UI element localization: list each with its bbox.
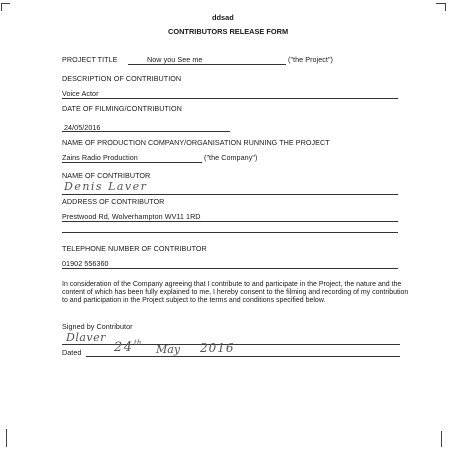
- project-title-value: Now you See me: [147, 55, 203, 64]
- telephone-line: [62, 268, 398, 269]
- address-line-1: [62, 221, 398, 222]
- project-title-suffix: ("the Project"): [288, 55, 333, 64]
- company-value: Zains Radio Production: [62, 153, 138, 162]
- company-label: NAME OF PRODUCTION COMPANY/ORGANISATION RUNNING THE PROJECT: [62, 138, 330, 147]
- filming-date-value: 24/05/2016: [64, 123, 101, 132]
- contributor-name-label: NAME OF CONTRIBUTOR: [62, 171, 151, 180]
- form-title: CONTRIBUTORS RELEASE FORM: [168, 27, 289, 36]
- corner-mark-top-left: [1, 3, 10, 4]
- description-line: [62, 98, 398, 99]
- project-title-line: [128, 64, 286, 65]
- contributor-name-value: Denis Laver: [64, 180, 148, 193]
- signature-label: Signed by Contributor: [62, 322, 133, 331]
- address-label: ADDRESS OF CONTRIBUTOR: [62, 197, 165, 206]
- dated-line: [86, 356, 400, 357]
- org-name: ddsad: [212, 13, 234, 22]
- company-line: [62, 162, 202, 163]
- filming-date-line: [62, 131, 230, 132]
- filming-date-label: DATE OF FILMING/CONTRIBUTION: [62, 104, 182, 113]
- dated-ordinal: th: [134, 339, 142, 347]
- dated-month: May: [156, 343, 181, 356]
- corner-mark-top-left-vertical: [1, 3, 2, 11]
- address-value: Prestwood Rd, Wolverhampton WV11 1RD: [62, 212, 201, 221]
- corner-mark-bottom-right: [441, 431, 442, 447]
- address-line-2: [62, 232, 398, 233]
- corner-mark-bottom-left: [6, 429, 7, 447]
- dated-day: 24: [114, 340, 134, 355]
- description-value: Voice Actor: [62, 89, 99, 98]
- consent-paragraph: In consideration of the Company agreeing that I contribute to and participate in the Project, the nature and the content of which has been fully explained to me, I hereby consent to the filming and recording of my contribution to and participation in the Project subject to the terms and conditions specified below.: [62, 281, 409, 305]
- telephone-value: 01902 556360: [62, 259, 109, 268]
- dated-label: Dated: [62, 348, 82, 357]
- description-label: DESCRIPTION OF CONTRIBUTION: [62, 74, 182, 83]
- company-suffix: ("the Company"): [204, 153, 258, 162]
- contributor-name-line: [62, 194, 398, 195]
- dated-year: 2016: [200, 341, 235, 355]
- project-title-label: PROJECT TITLE: [62, 55, 118, 64]
- telephone-label: TELEPHONE NUMBER OF CONTRIBUTOR: [62, 244, 207, 253]
- signature-value: Dlaver: [66, 331, 106, 344]
- corner-mark-top-right-vertical: [445, 3, 446, 11]
